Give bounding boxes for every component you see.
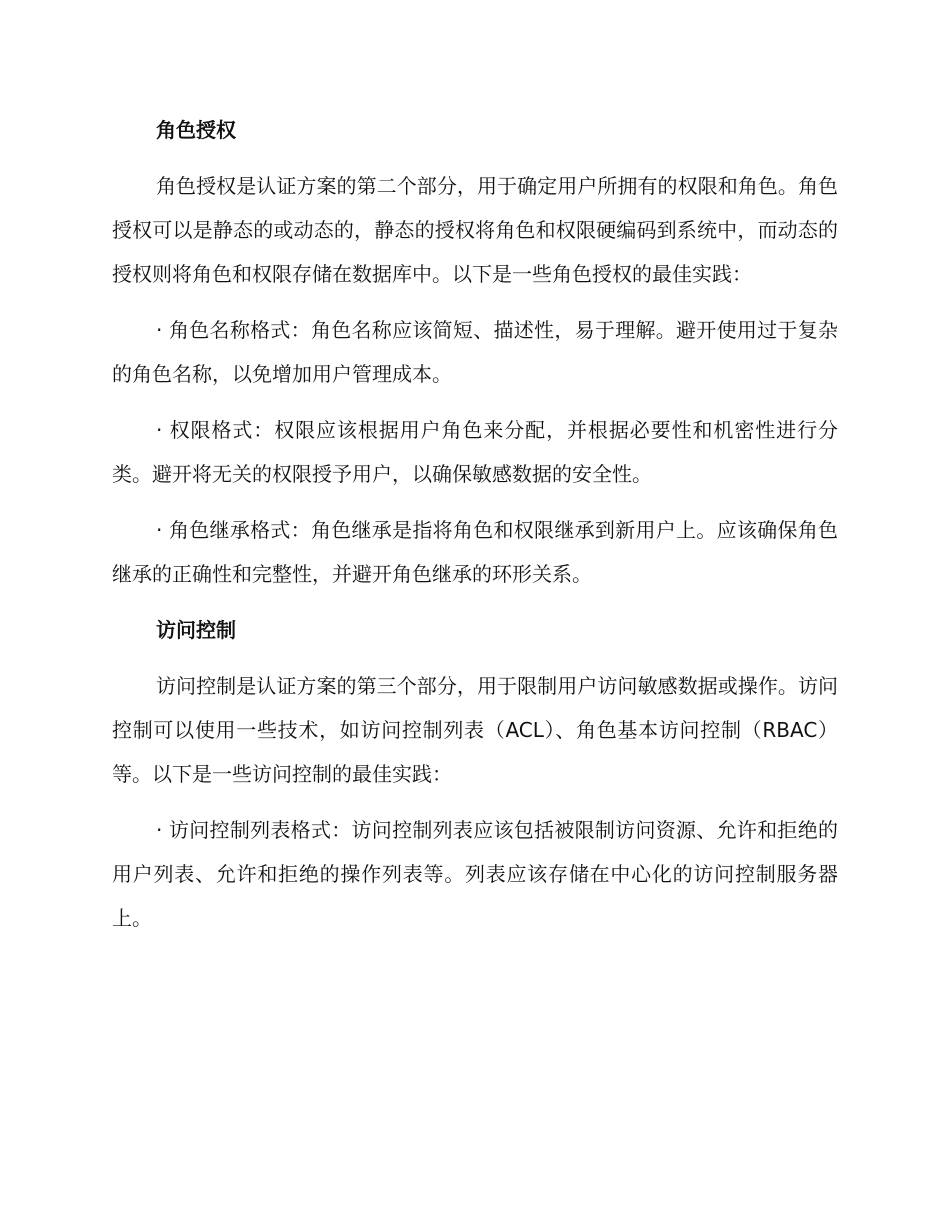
section-heading: 访问控制 (156, 618, 236, 642)
document-page (112, 108, 838, 952)
section-role-authorization (112, 108, 838, 596)
section-access-control (112, 608, 838, 940)
bullet-item: · 访问控制列表格式：访问控制列表应该包括被限制访问资源、允许和拒绝的用户列表、允许和拒绝的操作列表等。列表应该存储在中心化的访问控制服务器上。 (112, 818, 838, 930)
section-intro: 访问控制是认证方案的第三个部分，用于限制用户访问敏感数据或操作。访问控制可以使用一些技术，如访问控制列表（ACL）、角色基本访问控制（RBAC）等。以下是一些访问控制的最佳实践： (112, 674, 838, 786)
bullet-item: · 权限格式：权限应该根据用户角色来分配，并根据必要性和机密性进行分类。避开将无关的权限授予用户，以确保敏感数据的安全性。 (112, 418, 838, 486)
bullet-item: · 角色名称格式：角色名称应该简短、描述性，易于理解。避开使用过于复杂的角色名称，以免增加用户管理成本。 (112, 318, 838, 386)
section-heading: 角色授权 (156, 118, 236, 142)
section-intro: 角色授权是认证方案的第二个部分，用于确定用户所拥有的权限和角色。角色授权可以是静态的或动态的，静态的授权将角色和权限硬编码到系统中，而动态的授权则将角色和权限存储在数据库中。以下是一些角色授权的最佳实践： (112, 174, 838, 286)
bullet-item: · 角色继承格式：角色继承是指将角色和权限继承到新用户上。应该确保角色继承的正确性和完整性，并避开角色继承的环形关系。 (112, 518, 838, 586)
